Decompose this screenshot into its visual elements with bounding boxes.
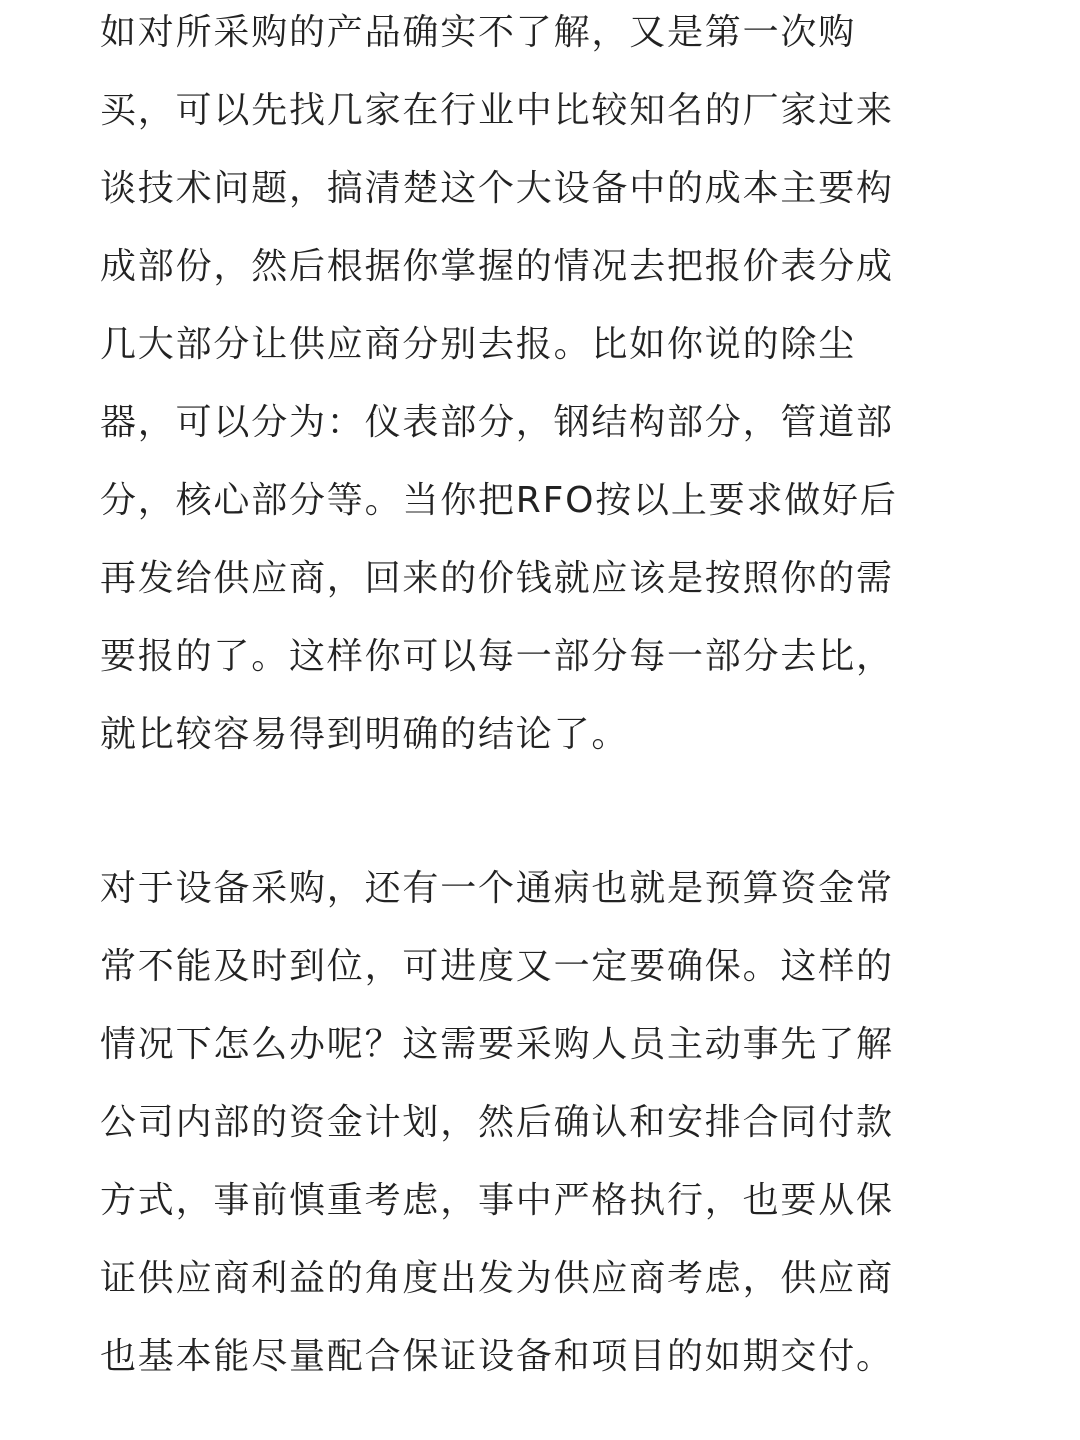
text-line: 情况下怎么办呢？这需要采购人员主动事先了解	[100, 1024, 894, 1065]
text-line: 要报的了。这样你可以每一部分每一部分去比，	[100, 636, 894, 677]
text-line: 分，核心部分等。当你把RFO按以上要求做好后	[100, 480, 898, 521]
text-line: 公司内部的资金计划，然后确认和安排合同付款	[100, 1102, 894, 1143]
text-line: 几大部分让供应商分别去报。比如你说的除尘	[100, 324, 857, 365]
text-line: 也基本能尽量配合保证设备和项目的如期交付。	[100, 1336, 894, 1377]
text-line: 方式，事前慎重考虑，事中严格执行，也要从保	[100, 1180, 894, 1221]
text-line: 器，可以分为：仪表部分，钢结构部分，管道部	[100, 402, 894, 443]
text-line: 对于设备采购，还有一个通病也就是预算资金常	[100, 868, 894, 909]
text-line: 买，可以先找几家在行业中比较知名的厂家过来	[100, 90, 894, 131]
text-line: 如对所采购的产品确实不了解，又是第一次购	[100, 12, 857, 53]
text-line: 常不能及时到位，可进度又一定要确保。这样的	[100, 946, 894, 987]
text-line: 就比较容易得到明确的结论了。	[100, 714, 630, 755]
text-line: 再发给供应商，回来的价钱就应该是按照你的需	[100, 558, 894, 599]
paragraph-rfq-advice	[100, 0, 980, 774]
text-line: 证供应商利益的角度出发为供应商考虑，供应商	[100, 1258, 894, 1299]
paragraph-budget-advice	[100, 850, 980, 1396]
text-line: 成部份，然后根据你掌握的情况去把报价表分成	[100, 246, 894, 287]
text-line: 谈技术问题，搞清楚这个大设备中的成本主要构	[100, 168, 894, 209]
